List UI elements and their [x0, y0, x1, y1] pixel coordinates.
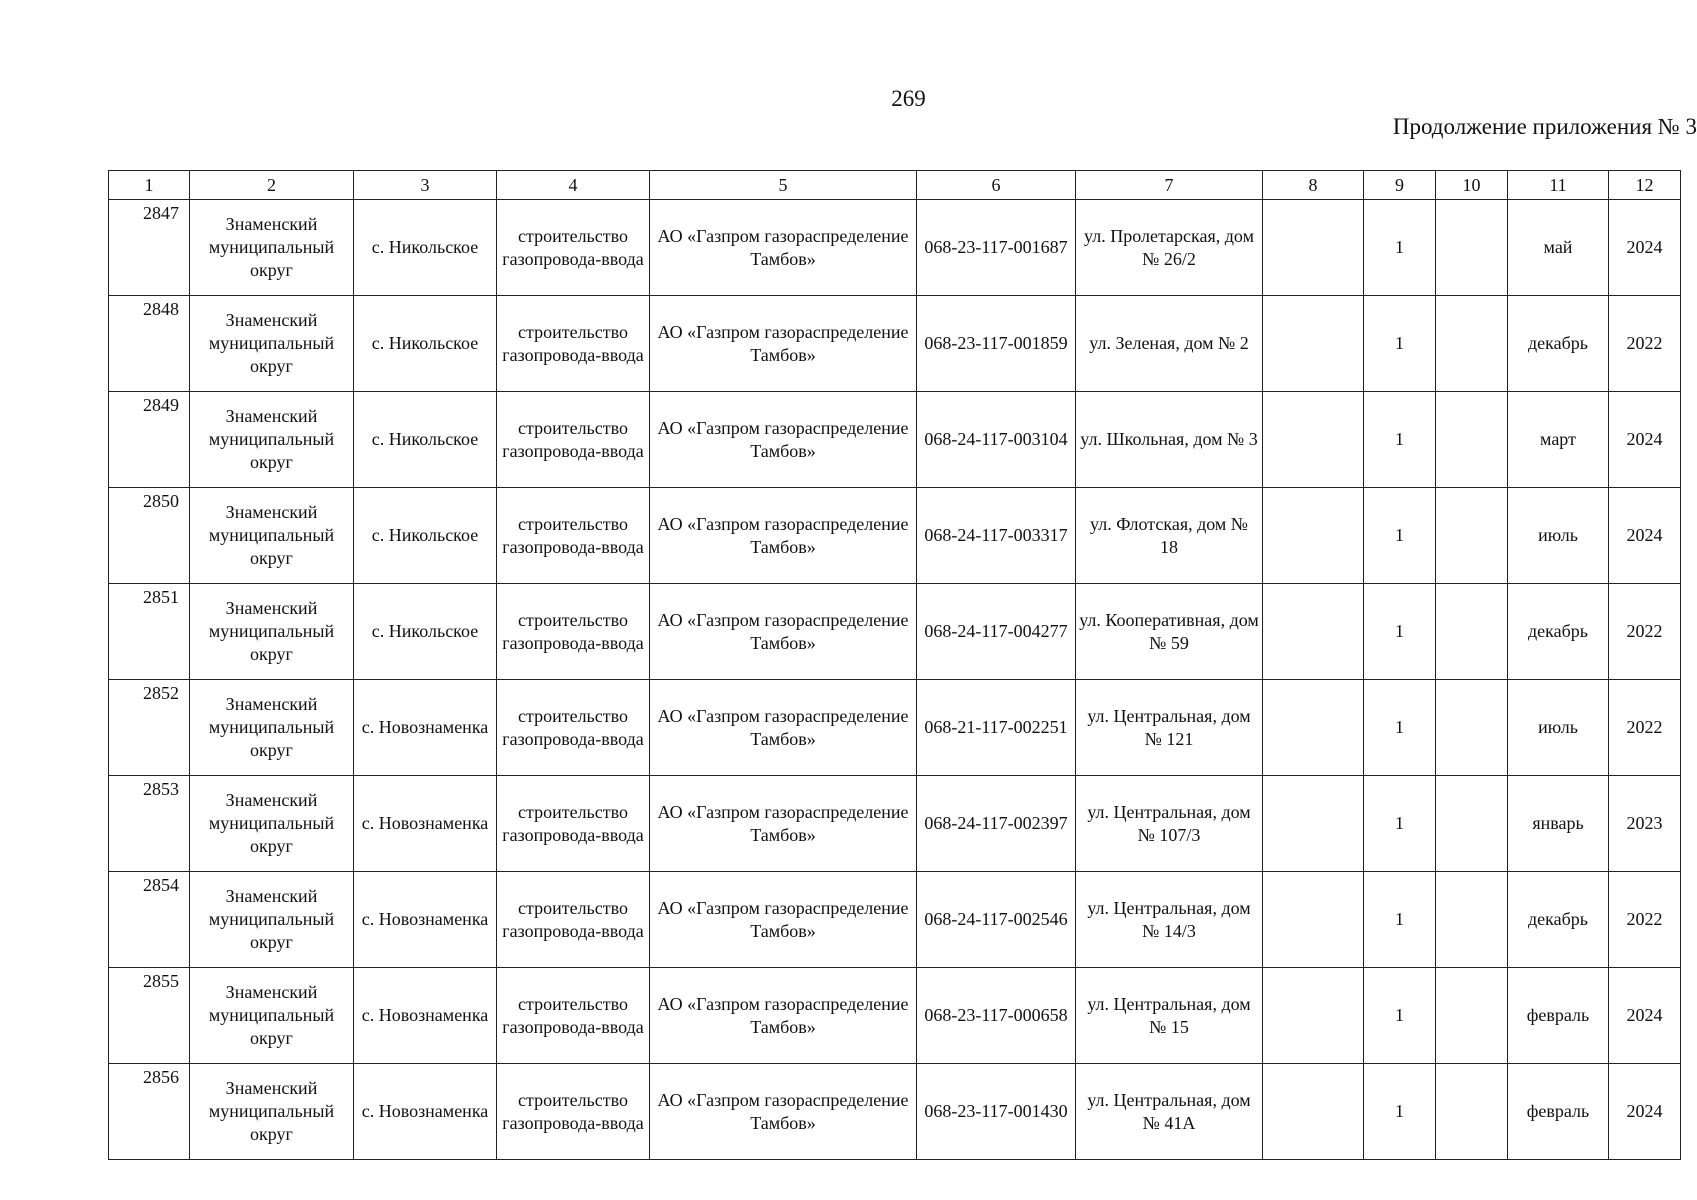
- organization-cell: АО «Газпром газораспределение Тамбов»: [650, 392, 917, 488]
- organization-cell: АО «Газпром газораспределение Тамбов»: [650, 872, 917, 968]
- settlement-cell: с. Новознаменка: [354, 776, 497, 872]
- district-cell: Знаменский муниципальный округ: [190, 776, 354, 872]
- organization-cell: АО «Газпром газораспределение Тамбов»: [650, 680, 917, 776]
- row-number-cell: 2852: [109, 680, 190, 776]
- month-cell: июль: [1508, 680, 1609, 776]
- settlement-cell: с. Никольское: [354, 200, 497, 296]
- settlement-cell: с. Новознаменка: [354, 968, 497, 1064]
- column-8-cell: [1263, 392, 1364, 488]
- year-cell: 2024: [1609, 488, 1681, 584]
- month-cell: февраль: [1508, 1064, 1609, 1160]
- month-cell: май: [1508, 200, 1609, 296]
- table-header: [109, 171, 1681, 200]
- district-cell: Знаменский муниципальный округ: [190, 488, 354, 584]
- object-code-cell: 068-23-117-001430: [917, 1064, 1076, 1160]
- column-10-cell: [1436, 488, 1508, 584]
- column-10-cell: [1436, 1064, 1508, 1160]
- settlement-cell: с. Новознаменка: [354, 872, 497, 968]
- quantity-cell: 1: [1364, 296, 1436, 392]
- year-cell: 2024: [1609, 200, 1681, 296]
- work-type-cell: строительство газопровода-ввода: [497, 968, 650, 1064]
- organization-cell: АО «Газпром газораспределение Тамбов»: [650, 1064, 917, 1160]
- header-cell: 12: [1609, 171, 1681, 200]
- column-8-cell: [1263, 584, 1364, 680]
- table-row: [109, 296, 1681, 392]
- work-type-cell: строительство газопровода-ввода: [497, 584, 650, 680]
- work-type-cell: строительство газопровода-ввода: [497, 296, 650, 392]
- quantity-cell: 1: [1364, 680, 1436, 776]
- object-code-cell: 068-21-117-002251: [917, 680, 1076, 776]
- object-code-cell: 068-24-117-002546: [917, 872, 1076, 968]
- settlement-cell: с. Никольское: [354, 296, 497, 392]
- table-row: [109, 872, 1681, 968]
- year-cell: 2024: [1609, 1064, 1681, 1160]
- column-10-cell: [1436, 872, 1508, 968]
- row-number-cell: 2847: [109, 200, 190, 296]
- row-number-cell: 2850: [109, 488, 190, 584]
- column-10-cell: [1436, 776, 1508, 872]
- object-code-cell: 068-23-117-001859: [917, 296, 1076, 392]
- month-cell: июль: [1508, 488, 1609, 584]
- column-8-cell: [1263, 776, 1364, 872]
- row-number-cell: 2851: [109, 584, 190, 680]
- row-number-cell: 2848: [109, 296, 190, 392]
- column-8-cell: [1263, 1064, 1364, 1160]
- column-10-cell: [1436, 200, 1508, 296]
- header-cell: 1: [109, 171, 190, 200]
- district-cell: Знаменский муниципальный округ: [190, 1064, 354, 1160]
- settlement-cell: с. Новознаменка: [354, 1064, 497, 1160]
- year-cell: 2024: [1609, 392, 1681, 488]
- district-cell: Знаменский муниципальный округ: [190, 392, 354, 488]
- work-type-cell: строительство газопровода-ввода: [497, 872, 650, 968]
- column-10-cell: [1436, 392, 1508, 488]
- district-cell: Знаменский муниципальный округ: [190, 872, 354, 968]
- address-cell: ул. Центральная, дом № 107/3: [1076, 776, 1263, 872]
- work-type-cell: строительство газопровода-ввода: [497, 200, 650, 296]
- column-8-cell: [1263, 296, 1364, 392]
- organization-cell: АО «Газпром газораспределение Тамбов»: [650, 200, 917, 296]
- row-number-cell: 2849: [109, 392, 190, 488]
- month-cell: декабрь: [1508, 872, 1609, 968]
- settlement-cell: с. Никольское: [354, 488, 497, 584]
- work-type-cell: строительство газопровода-ввода: [497, 488, 650, 584]
- work-type-cell: строительство газопровода-ввода: [497, 1064, 650, 1160]
- data-table: [108, 170, 1681, 1160]
- district-cell: Знаменский муниципальный округ: [190, 968, 354, 1064]
- organization-cell: АО «Газпром газораспределение Тамбов»: [650, 968, 917, 1064]
- address-cell: ул. Центральная, дом № 15: [1076, 968, 1263, 1064]
- year-cell: 2023: [1609, 776, 1681, 872]
- address-cell: ул. Флотская, дом № 18: [1076, 488, 1263, 584]
- column-8-cell: [1263, 200, 1364, 296]
- quantity-cell: 1: [1364, 392, 1436, 488]
- row-number-cell: 2855: [109, 968, 190, 1064]
- settlement-cell: с. Никольское: [354, 584, 497, 680]
- address-cell: ул. Центральная, дом № 41А: [1076, 1064, 1263, 1160]
- column-10-cell: [1436, 680, 1508, 776]
- header-cell: 6: [917, 171, 1076, 200]
- object-code-cell: 068-24-117-004277: [917, 584, 1076, 680]
- column-8-cell: [1263, 968, 1364, 1064]
- table-body: [109, 200, 1681, 1160]
- column-10-cell: [1436, 296, 1508, 392]
- month-cell: март: [1508, 392, 1609, 488]
- year-cell: 2024: [1609, 968, 1681, 1064]
- header-cell: 5: [650, 171, 917, 200]
- quantity-cell: 1: [1364, 1064, 1436, 1160]
- work-type-cell: строительство газопровода-ввода: [497, 392, 650, 488]
- object-code-cell: 068-24-117-002397: [917, 776, 1076, 872]
- object-code-cell: 068-23-117-000658: [917, 968, 1076, 1064]
- quantity-cell: 1: [1364, 584, 1436, 680]
- quantity-cell: 1: [1364, 968, 1436, 1064]
- address-cell: ул. Центральная, дом № 14/3: [1076, 872, 1263, 968]
- work-type-cell: строительство газопровода-ввода: [497, 776, 650, 872]
- quantity-cell: 1: [1364, 200, 1436, 296]
- table-row: [109, 680, 1681, 776]
- address-cell: ул. Зеленая, дом № 2: [1076, 296, 1263, 392]
- work-type-cell: строительство газопровода-ввода: [497, 680, 650, 776]
- month-cell: февраль: [1508, 968, 1609, 1064]
- district-cell: Знаменский муниципальный округ: [190, 200, 354, 296]
- table-row: [109, 488, 1681, 584]
- address-cell: ул. Центральная, дом № 121: [1076, 680, 1263, 776]
- header-cell: 4: [497, 171, 650, 200]
- month-cell: декабрь: [1508, 584, 1609, 680]
- year-cell: 2022: [1609, 296, 1681, 392]
- column-10-cell: [1436, 584, 1508, 680]
- column-10-cell: [1436, 968, 1508, 1064]
- settlement-cell: с. Новознаменка: [354, 680, 497, 776]
- table-row: [109, 1064, 1681, 1160]
- year-cell: 2022: [1609, 872, 1681, 968]
- table-row: [109, 200, 1681, 296]
- organization-cell: АО «Газпром газораспределение Тамбов»: [650, 488, 917, 584]
- address-cell: ул. Пролетарская, дом № 26/2: [1076, 200, 1263, 296]
- year-cell: 2022: [1609, 584, 1681, 680]
- year-cell: 2022: [1609, 680, 1681, 776]
- district-cell: Знаменский муниципальный округ: [190, 680, 354, 776]
- column-8-cell: [1263, 680, 1364, 776]
- table-row: [109, 776, 1681, 872]
- header-cell: 9: [1364, 171, 1436, 200]
- object-code-cell: 068-24-117-003317: [917, 488, 1076, 584]
- district-cell: Знаменский муниципальный округ: [190, 296, 354, 392]
- header-cell: 3: [354, 171, 497, 200]
- organization-cell: АО «Газпром газораспределение Тамбов»: [650, 584, 917, 680]
- column-8-cell: [1263, 488, 1364, 584]
- header-cell: 2: [190, 171, 354, 200]
- address-cell: ул. Школьная, дом № 3: [1076, 392, 1263, 488]
- address-cell: ул. Кооперативная, дом № 59: [1076, 584, 1263, 680]
- table-row: [109, 968, 1681, 1064]
- table-row: [109, 584, 1681, 680]
- column-8-cell: [1263, 872, 1364, 968]
- quantity-cell: 1: [1364, 488, 1436, 584]
- row-number-cell: 2854: [109, 872, 190, 968]
- quantity-cell: 1: [1364, 776, 1436, 872]
- appendix-note: Продолжение приложения № 3: [1392, 114, 1697, 139]
- header-cell: 8: [1263, 171, 1364, 200]
- row-number-cell: 2853: [109, 776, 190, 872]
- organization-cell: АО «Газпром газораспределение Тамбов»: [650, 296, 917, 392]
- header-cell: 10: [1436, 171, 1508, 200]
- quantity-cell: 1: [1364, 872, 1436, 968]
- table-row: [109, 392, 1681, 488]
- page-number: 269: [891, 86, 926, 111]
- object-code-cell: 068-24-117-003104: [917, 392, 1076, 488]
- settlement-cell: с. Никольское: [354, 392, 497, 488]
- header-cell: 11: [1508, 171, 1609, 200]
- district-cell: Знаменский муниципальный округ: [190, 584, 354, 680]
- object-code-cell: 068-23-117-001687: [917, 200, 1076, 296]
- month-cell: январь: [1508, 776, 1609, 872]
- header-cell: 7: [1076, 171, 1263, 200]
- month-cell: декабрь: [1508, 296, 1609, 392]
- row-number-cell: 2856: [109, 1064, 190, 1160]
- organization-cell: АО «Газпром газораспределение Тамбов»: [650, 776, 917, 872]
